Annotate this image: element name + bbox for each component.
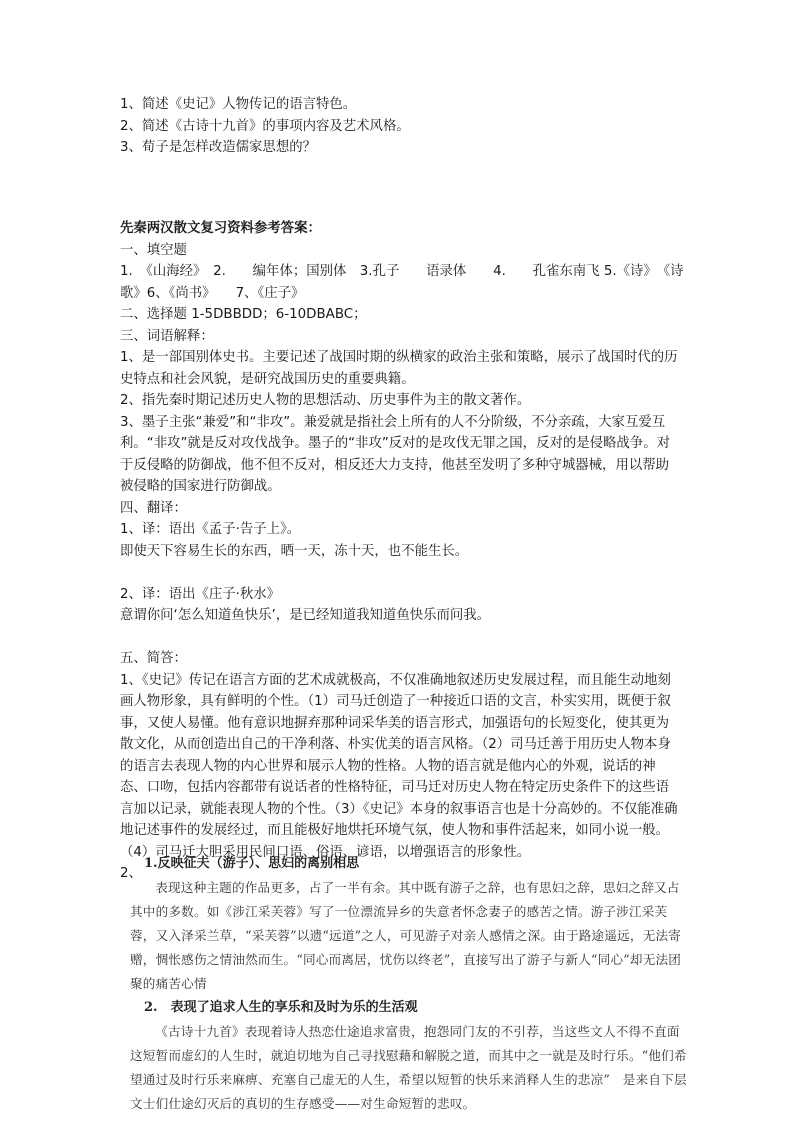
spacer [120,562,680,584]
scan-heading-2: 2. 表现了追求人生的享乐和及时为乐的生活观 [144,1000,418,1015]
section5-heading: 五、简答： [120,651,187,666]
section1-heading: 一、填空题 [120,242,187,258]
translation-1-text: 即使天下容易生长的东西，晒一天，冻十天，也不能生长。 [120,543,469,559]
scanned-excerpt [130,852,690,1116]
answers-block [120,218,684,885]
spacer [120,627,680,649]
term-item-3: 3、墨子主张“兼爱”和“非攻”。兼爱就是指社会上所有的人不分阶级，不分亲疏，大家互爱互利。“非攻”就是反对攻伐战争。墨子的“非攻”反对的是攻伐无罪之国，反对的是侵略战争。对于反侵略的防御战，他不但不反对，相反还大力支持，他甚至发明了多种守城器械，用以帮助被侵略的国家进行防御战。 [120,414,670,494]
translation-2-source: 2、译：语出《庄子·秋水》 [120,586,281,602]
section3-heading: 三、词语解释： [120,328,214,344]
translation-2-text: 意谓你问‘怎么知道鱼快乐’，是已经知道我知道鱼快乐而问我。 [120,608,491,623]
scan-paragraph-1: 表现这种主题的作品更多，占了一半有余。其中既有游子之辞，也有思妇之辞，思妇之辞又占其中的多数。如《涉江采芙蓉》写了一位漂流异乡的失意者怀念妻子的感苦之情。游子涉江采芙蓉，又入泽采兰草，“采芙蓉”以遗“远道”之人，可见游子对亲人感情之深。由于路途遥远，无法寄赠，惆怅感伤之情油然而生。“同心而离居，忧伤以终老”，直接写出了游子与新人“同心”却无法团聚的痛苦心情 [130,880,682,991]
section4-heading: 四、翻译： [120,500,187,516]
questions-block [120,94,680,159]
question-2: 2、简述《古诗十九首》的事项内容及艺术风格。 [120,118,410,134]
short-answer-1: 1、《史记》传记在语言方面的艺术成就极高，不仅准确地叙述历史发展过程，而且能生动地刻画人物形象，具有鲜明的个性。（1）司马迁创造了一种接近口语的文言，朴实实用，既便于叙事，又使人易懂。他有意识地摒弃那种词采华美的语言形式，加强语句的长短变化，使其更为散文化，从而创造出自己的干净利落、朴实优美的语言风格。（2）司马迁善于用历史人物本身的语言去表现人物的内心世界和展示人物的性格。人物的语言就是他内心的外观，说话的神态、口吻，包括内容都带有说话者的性格特征，司马迁对历史人物在特定历史条件下的这些语言加以记录，就能表现人物的个性。（3）《史记》本身的叙事语言也是十分高妙的。不仅能准确地记述事件的发展经过，而且能极好地烘托环境气氛，使人物和事件活起来，如同小说一般。（4）司马迁大胆采用民间口语、俗语、谚语，以增强语言的形象性。 [120,672,678,860]
fill-blank-line-1: 1. 《山海经》 2. 编年体；国别体 3.孔子 语录体 4. 孔雀东南飞 5.《诗》 《诗 [120,264,684,279]
scan-paragraph-2: 《古诗十九首》表现着诗人热恋仕途追求富贵，抱怨同门友的不引荐，当这些文人不得不直面这短暂而虚幻的人生时，就迫切地为自己寻找慰藉和解脱之道，而其中之一就是及时行乐。“他们希望通过及时行乐来麻痹、充塞自己虚无的人生，希望以短暂的快乐来消释人生的悲凉” 是来自下层文士们仕途幻灭后的真切的生存感受——对生命短暂的悲叹。 [130,1024,687,1111]
answer-title: 先秦两汉散文复习资料参考答案： [120,221,321,236]
scan-heading-1: 1.反映征夫（游子）、思妇的离别相思 [144,856,360,871]
term-item-1: 1、是一部国别体史书。主要记述了战国时期的纵横家的政治主张和策略，展示了战国时代的历史特点和社会风貌，是研究战国历史的重要典籍。 [120,350,678,387]
question-3: 3、荀子是怎样改造儒家思想的？ [120,140,316,155]
fill-blank-line-2: 歌》6、《尚书》 7、《庄子》 [120,285,305,301]
section2-heading: 二、选择题 1-5DBBDD；6-10DBABC； [120,307,367,322]
question-1: 1、简述《史记》人物传记的语言特色。 [120,97,357,112]
short-answer-2-label: 2、 [120,866,142,881]
translation-1-source: 1、译：语出《孟子·告子上》。 [120,522,301,537]
term-item-2: 2、指先秦时期记述历史人物的思想活动、历史事件为主的散文著作。 [120,393,531,408]
